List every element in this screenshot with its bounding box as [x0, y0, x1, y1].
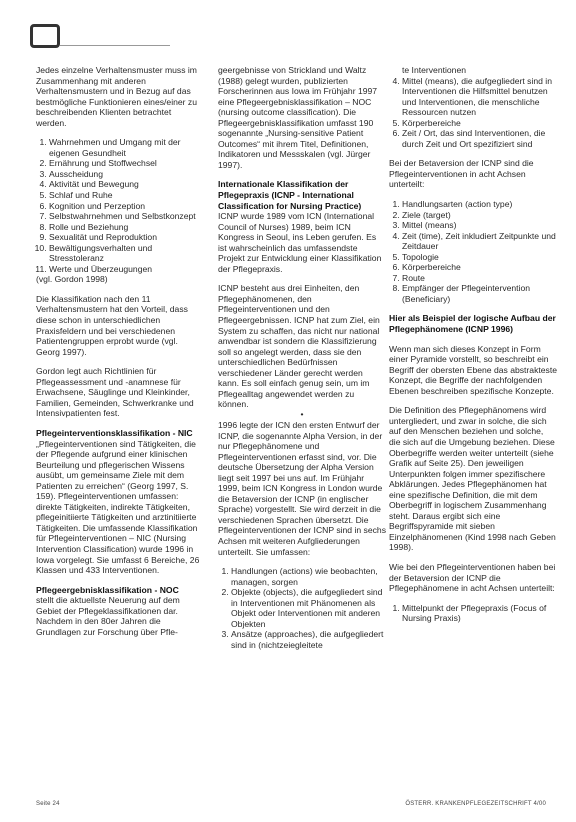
list-item: 4. Zeit (time), Zeit inkludiert Zeitpunkte und Zeitdauer [402, 231, 557, 252]
list-item: 3. Ausscheidung [49, 169, 204, 180]
paragraph: Wenn man sich dieses Konzept in Form einer Pyramide vorstellt, so beschreibt ein Begriff der obersten Ebene das abstrakteste Konzept, die Begriffe der nachfolgenden Ebenen beschreiben spezifische Konzepte. [389, 343, 558, 396]
column-2 [218, 65, 386, 659]
section-heading: Internationale Klassifikation der Pflegepraxis (ICNP - International Classification for Nursing Practice) [218, 179, 362, 211]
intervention-axes-list-cont [389, 76, 557, 150]
list-item: 7. Route [402, 273, 557, 284]
paragraph: ICNP besteht aus drei Einheiten, den Pflegephänomenen, den Pflegeinterventionen und den Pflegeergebnissen. ICNP hat zum Ziel, ein System zu schaffen, das nicht nur national anwendbar ist sondern die Klassifizierung soll so angelegt werden, dass sie den unterschiedlichen Bedürfnissen verschiedener Länder gerecht werden kann. Es soll einfach genug sein, um im Pflegealltag angewendet werden zu können. [218, 283, 380, 410]
list-item: 4. Mittel (means), die aufgegliedert sind in Interventionen die Hilfsmittel benutzen und Interventionen, die menschliche Ressourcen nutzen [402, 76, 557, 118]
separator-dot: • [300, 408, 304, 419]
patterns-list [36, 137, 204, 274]
list-item: 2. Objekte (objects), die aufgegliedert sind in Interventionen mit Phänomenen als Objekt oder Interventionen mit anderen Objekten [231, 587, 386, 629]
page-number: Seite 24 [36, 801, 60, 807]
list-item: 1. Wahrnehmen und Umgang mit der eigenen Gesundheit [49, 137, 204, 158]
cross-logo-icon [30, 24, 60, 48]
list-item: 4. Aktivität und Bewegung [49, 179, 204, 190]
paragraph: stellt die aktuellste Neuerung auf dem Gebiet der Pflegeklassifikationen dar. Nachdem in den 80er Jahren die Grundlagen zur Forschung über Pfle- [36, 595, 180, 637]
beta-axes-list [389, 199, 557, 304]
intervention-axes-list [218, 566, 386, 650]
phenomena-axes-list [389, 603, 557, 624]
list-item: 3. Mittel (means) [402, 220, 557, 231]
list-item: 5. Topologie [402, 252, 557, 263]
section-heading: Hier als Beispiel der logische Aufbau der Pflegephänomene (ICNP 1996) [389, 313, 556, 335]
list-item: 1. Mittelpunkt der Pflegepraxis (Focus of Nursing Praxis) [402, 603, 557, 624]
list-continuation: te Interventionen [402, 65, 467, 75]
list-item: 2. Ziele (target) [402, 210, 557, 221]
paragraph: Die Definition des Pflegephänomens wird untergliedert, und zwar in solche, die sich auf den Menschen beziehen und solche, die sich auf die Umgebung beziehen. Diese Oberbegriffe werden weiter unterteilt (siehe Grafik auf Seite 25). Den jeweiligen Unterpunkten folgen immer spezifischere Abklärungen. Jedes Pflegephänomen hat eine spezifische Definition, die mit dem Oberbegriff in logischem Zusammenhang steht. Daraus ergibt sich eine Begriffspyramide mit sieben Einzelphänomenen (Kind 1998 nach Geben 1998). [389, 405, 556, 553]
list-item: 2. Ernährung und Stoffwechsel [49, 158, 204, 169]
list-item: 1. Handlungen (actions) wie beobachten, managen, sorgen [231, 566, 386, 587]
section-heading: Pflegeinterventionsklassifikation - NIC [36, 427, 193, 438]
list-item: 6. Körperbereiche [402, 262, 557, 273]
paragraph: Wie bei den Pflegeinterventionen haben bei der Betaversion der ICNP die Pflegephänomene in acht Achsen unterteilt: [389, 561, 556, 594]
list-item: 5. Schlaf und Ruhe [49, 190, 204, 201]
paragraph: Bei der Betaversion der ICNP sind die Pflegeinterventionen in acht Achsen unterteilt: [389, 158, 534, 190]
list-item: 7. Selbstwahrnehmen und Selbstkonzept [49, 211, 204, 222]
column-3 [389, 65, 557, 633]
journal-name: ÖSTERR. KRANKENPFLEGEZEITSCHRIFT 4/00 [405, 801, 546, 807]
section-heading: Pflegeergebnisklassifikation - NOC [36, 584, 179, 595]
paragraph: 1996 legte der ICN den ersten Entwurf der ICNP, die sogenannte Alpha Version, in der nur Pflegephänomene und Pflegeinterventionen erfasst sind, vor. Die deutsche Übersetzung der Alpha Version liegt seit 1997 bei uns auf. Im Frühjahr 1999, beim ICN Kongress in London wurde die Betaversion der ICNP (in englischer Sprache) vorgestellt. Sie wird derzeit in die verschiedenen Sprachen übersetzt. Die Pflegeinterventionen der ICNP sind in sechs Achsen mit weiteren Aufgliederungen unterteilt. Sie umfassen: [218, 419, 386, 557]
paragraph: Die Klassifikation nach den 11 Verhaltensmustern hat den Vorteil, dass diese schon in unterschiedlichen Praxisfeldern und bei verschiedenen Patientengruppen erprobt wurde (vgl. Georg 1997). [36, 293, 188, 357]
list-item: 10. Bewältigungsverhalten und Stresstoleranz [49, 243, 204, 264]
paragraph: Jedes einzelne Verhaltensmuster muss im Zusammenhang mit anderen Verhaltensmustern und in Bezug auf das bestmögliche Funktionieren eines/einer zu beschreibenden Klienten betrachtet werden. [36, 65, 197, 128]
list-item: 1. Handlungsarten (action type) [402, 199, 557, 210]
paragraph: „Pflegeinterventionen sind Tätigkeiten, die der Pflegende aufgrund einer klinischen Beurteilung und pflegerischen Wissens ausübt, um gemeinsame Ziele mit dem Patienten zu erreichen“ (Georg 1997, S. 159). Pflegeinterventionen umfassen: direkte Tätigkeiten, indirekte Tätigkeiten, pflegeinitiierte Tätigkeiten und arztinitiierte Tätigkeiten. Die umfassende Klassifikation für Pflegeinterventionen – NIC (Nursing Intervention Classification) wurde 1996 in Iowa vorgelegt. Sie umfasst 6 Bereiche, 26 Klassen und 433 Interventionen. [36, 438, 200, 576]
paragraph: geergebnisse von Strickland und Waltz (1988) gelegt wurden, publizierten Forscherinnen aus Iowa im Frühjahr 1997 eine Pflegeergebnisklassifikation – NOC (nursing outcome classification). Die Pflegeergebnisklassifikation umfasst 190 sogenannte „Nursing-sensitive Patient Outcomes“ mit ihrem Titel, Definitionen, Indikatoren und Messskalen (vgl. Jürger 1997). [218, 65, 378, 170]
list-item: 8. Empfänger der Pflegeintervention (Beneficiary) [402, 283, 557, 304]
citation: (vgl. Gordon 1998) [36, 274, 108, 285]
column-1 [36, 65, 204, 646]
list-item: 9. Sexualität und Reproduktion [49, 232, 204, 243]
list-item: 11. Werte und Überzeugungen [49, 264, 204, 275]
list-item: 6. Zeit / Ort, das sind Interventionen, die durch Zeit und Ort spezifiziert sind [402, 128, 557, 149]
list-item: 3. Ansätze (approaches), die aufgegliedert sind in (nichtzeiegleitete [231, 629, 386, 650]
list-item: 5. Körperbereiche [402, 118, 557, 129]
paragraph: ICNP wurde 1989 vom ICN (International Council of Nurses) 1989, beim ICN Kongress in Seoul, ins Leben gerufen. Es ist wahrscheinlich das umfassendste Projekt zur Entwicklung einer Klassifikation der Pflegepraxis. [218, 211, 382, 274]
list-item: 6. Kognition und Perzeption [49, 201, 204, 212]
list-item: 8. Rolle und Beziehung [49, 222, 204, 233]
paragraph: Gordon legt auch Richtlinien für Pflegeassessment und -anamnese für Erwachsene, Säuglinge und Kleinkinder, Familien, Gemeinden, Schwerkranke und Intensivpatienten fest. [36, 366, 194, 419]
header-divider [60, 45, 170, 46]
